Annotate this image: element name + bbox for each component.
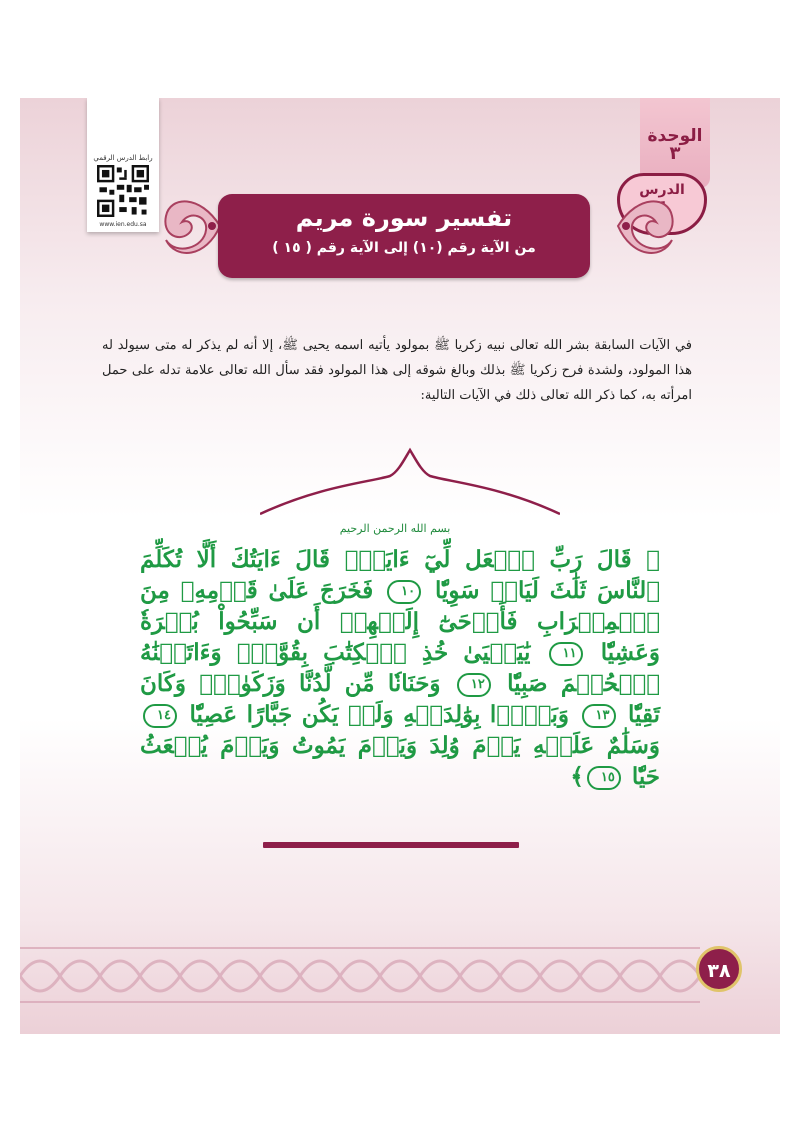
- verse: يَٰيَحۡيَىٰ خُذِ ٱلۡكِتَٰبَ بِقُوَّةٖۖ وَءَاتَيۡنَٰهُ ٱلۡحُكۡمَ صَبِيّٗا ١٢: [140, 639, 661, 697]
- verse-number: ١١: [549, 642, 583, 666]
- qr-code-icon[interactable]: [97, 165, 149, 217]
- arabesque-ornament-icon: [616, 190, 678, 262]
- verse: وَسَلَٰمٌ عَلَيۡهِ يَوۡمَ وُلِدَ وَيَوۡمَ يَمُوتُ وَيَوۡمَ يُبۡعَثُ حَيّٗا ١٥﴾: [140, 732, 660, 790]
- geometric-border-pattern: [20, 936, 700, 1006]
- lesson-title-banner: [218, 194, 590, 278]
- verse: فَخَرَجَ عَلَىٰ قَوۡمِهِۦ مِنَ ٱلۡمِحۡرَابِ فَأَوۡحَىٰٓ إِلَيۡهِمۡ أَن سَبِّحُواْ بُكۡرَةٗ وَعَشِيّٗا ١١: [140, 577, 660, 666]
- verse-number: ١٢: [457, 673, 491, 697]
- verse-number: ١٣: [582, 704, 616, 728]
- page-number-badge: ٣٨: [696, 946, 742, 992]
- verse: وَبَرَّۢا بِوَٰلِدَيۡهِ وَلَمۡ يَكُن جَبَّارًا عَصِيّٗا ١٤: [140, 701, 569, 728]
- basmala: بسم الله الرحمن الرحيم: [339, 522, 451, 535]
- intro-paragraph: في الآيات السابقة بشر الله تعالى نبيه زكريا ﷺ بمولود يأتيه اسمه يحيى ﷺ، إلا أنه لم يذكر له متى سيولد له هذا المولود، ولشدة فرح زكريا ﷺ بذلك وبالغ شوقه إلى هذا المولود فقد سأل الله تعالى علامة تدله على حمل امرأته به، كما ذكر الله تعالى ذلك في الآيات التالية:: [102, 338, 692, 403]
- verse-number: ١٠: [387, 580, 421, 604]
- verse-frame-arch: [260, 446, 560, 516]
- qr-caption: رابط الدرس الرقمي: [93, 154, 153, 162]
- arabesque-ornament-icon: [160, 190, 222, 262]
- lesson-page: [20, 98, 780, 1034]
- verse-number: ١٤: [143, 704, 177, 728]
- verse-number: ١٥: [587, 766, 621, 790]
- digital-lesson-qr-card[interactable]: [87, 98, 159, 232]
- unit-label: الوحدة: [647, 126, 703, 146]
- qr-url: www.ien.edu.sa: [99, 221, 147, 228]
- quran-verses: [140, 544, 660, 792]
- lesson-label: الدرس: [639, 182, 685, 198]
- page-title: تفسير سورة مريم: [295, 204, 513, 232]
- verse: وَحَنَانٗا مِّن لَّدُنَّا وَزَكَوٰةٗۖ وَكَانَ تَقِيّٗا ١٣: [140, 670, 660, 728]
- verse: ﴿ قَالَ رَبِّ ٱجۡعَل لِّيٓ ءَايَةٗۖ قَالَ ءَايَتُكَ أَلَّا تُكَلِّمَ ٱلنَّاسَ ثَلَٰثَ لَيَالٖ سَوِيّٗا ١٠: [140, 546, 660, 604]
- page-subtitle: من الآية رقم (١٠) إلى الآية رقم ( ١٥ ): [272, 240, 536, 256]
- section-divider: [263, 842, 519, 848]
- unit-number: ٣: [669, 143, 681, 164]
